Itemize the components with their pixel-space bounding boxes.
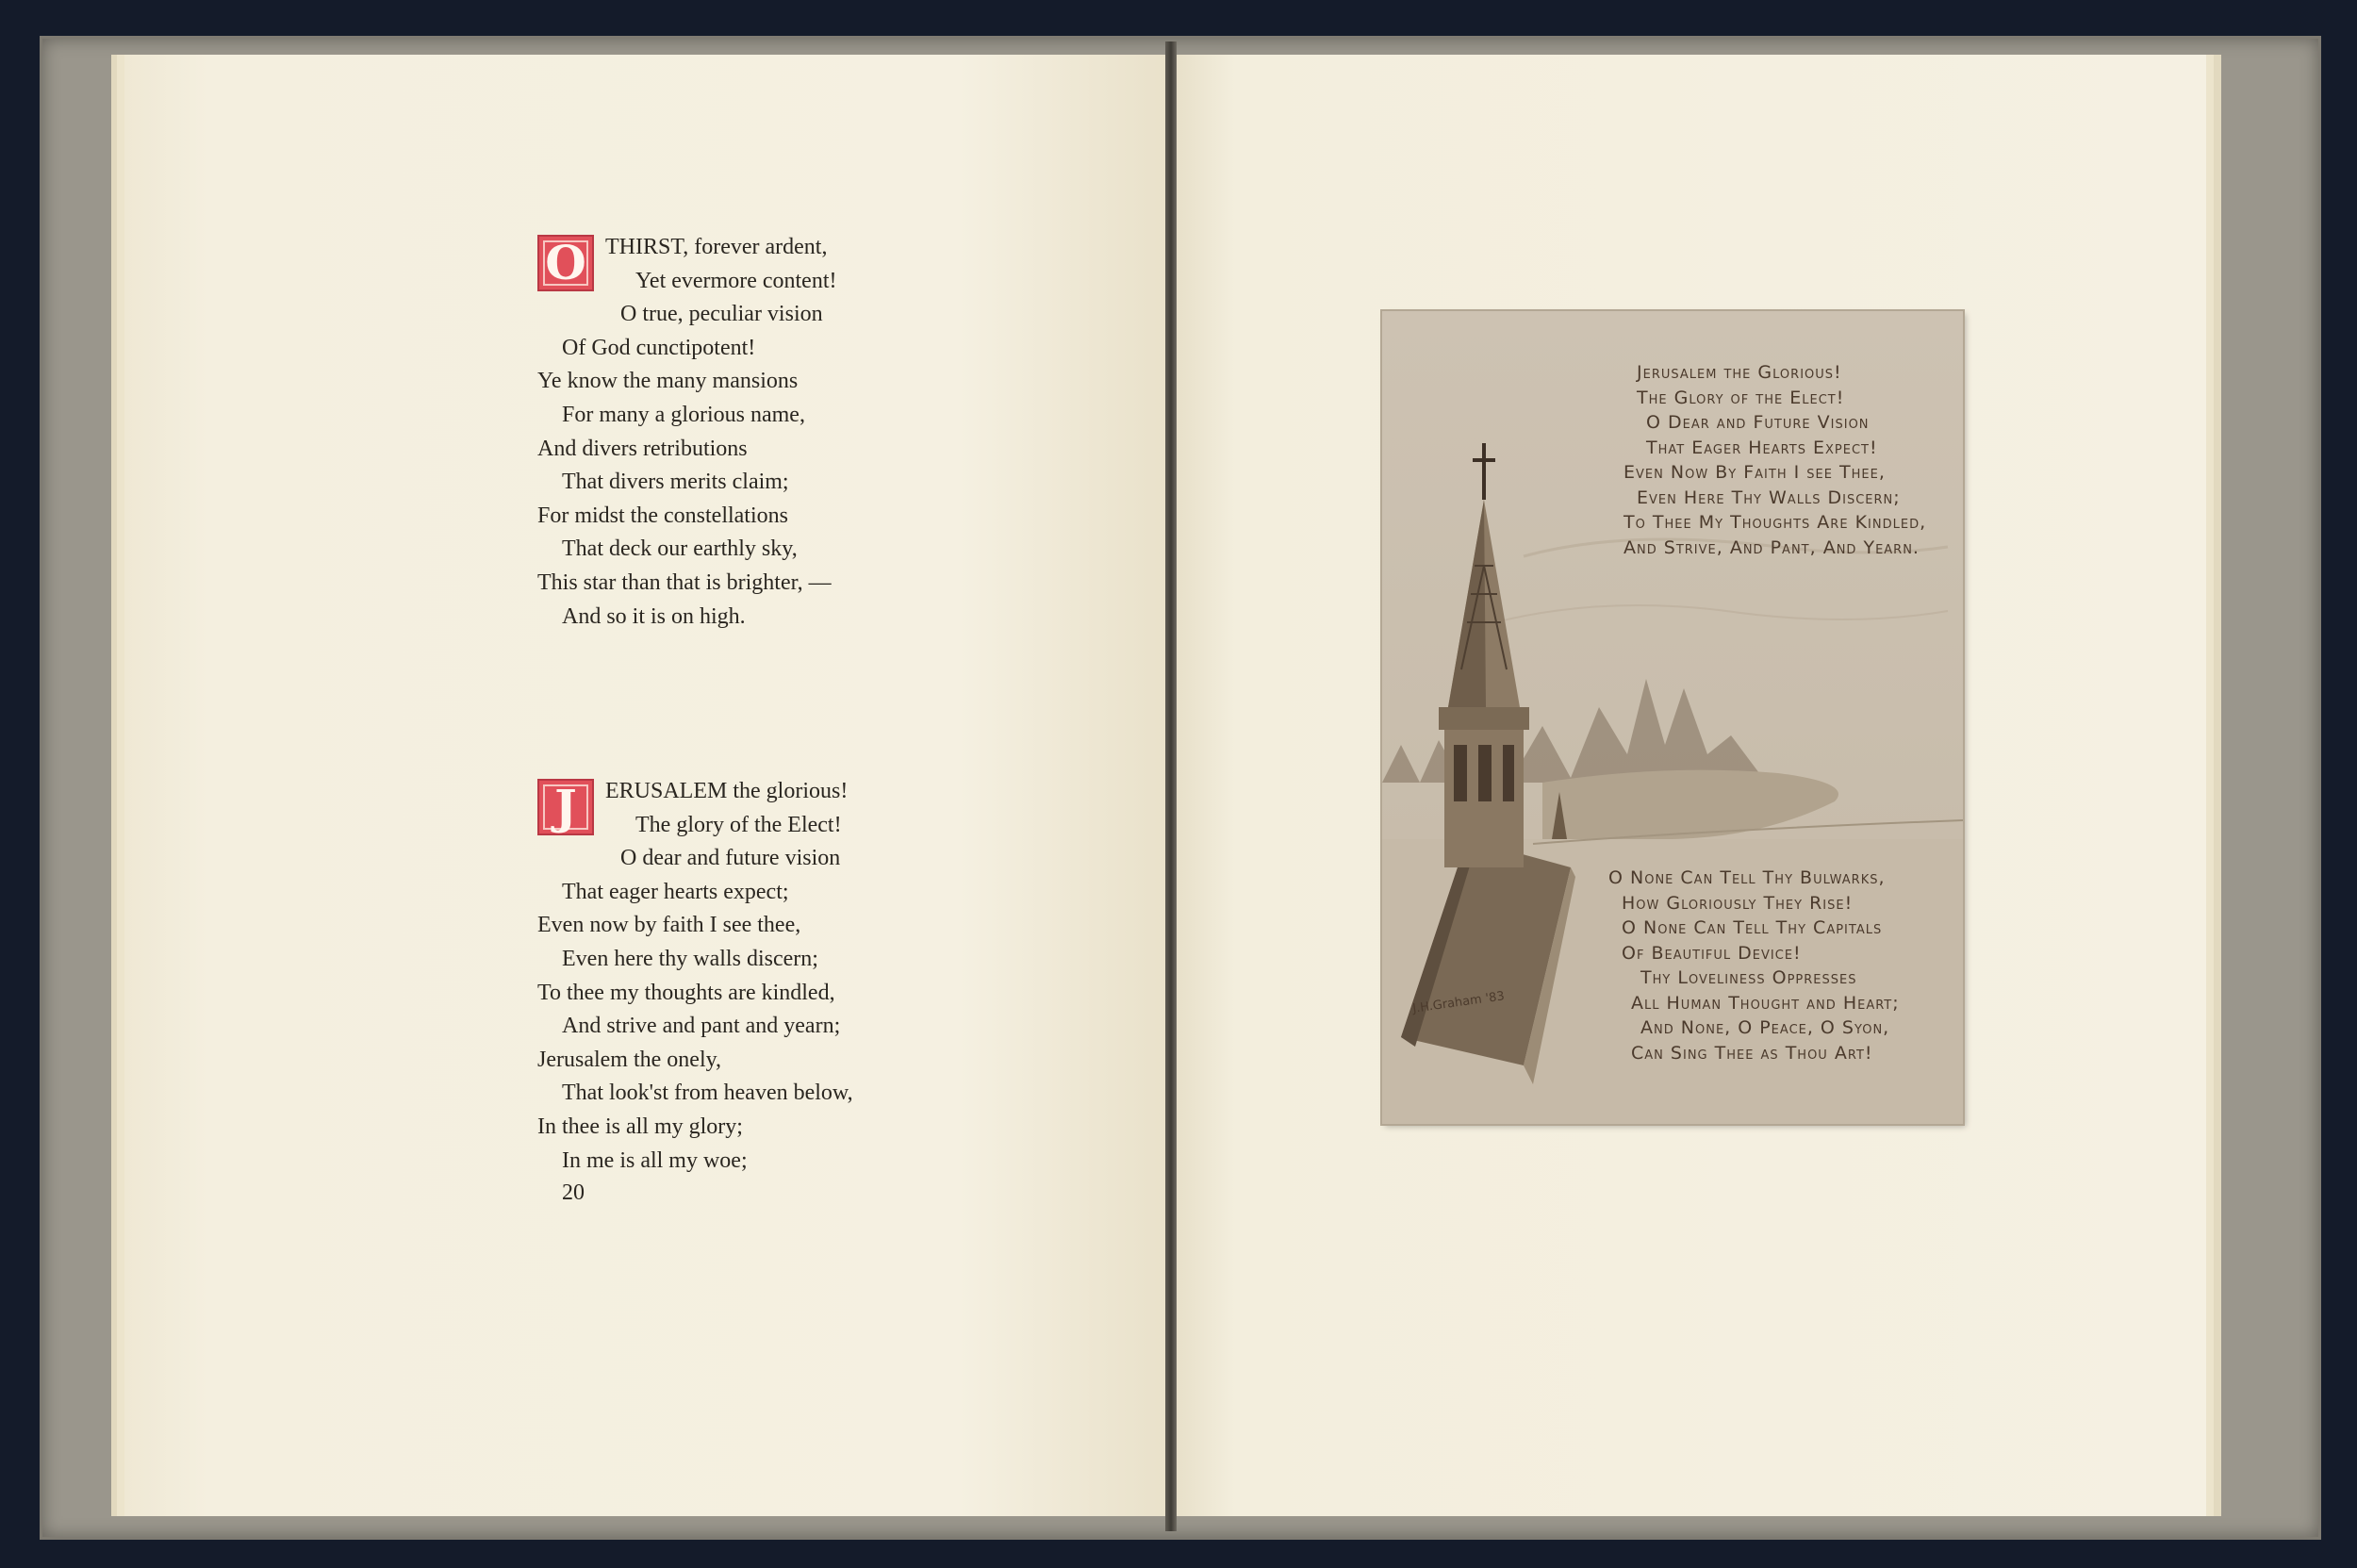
plate-line: The Glory of the Elect! <box>1637 387 1845 408</box>
poem-line: O dear and future vision <box>620 846 841 871</box>
artist-signature: J.H.Graham '83 <box>1411 989 1506 1016</box>
poem-line: In me is all my woe; <box>562 1147 748 1173</box>
plate-line: How Gloriously They Rise! <box>1622 892 1854 914</box>
poem-line: And divers retributions <box>537 436 748 461</box>
poem-line: Ye know the many mansions <box>537 369 799 394</box>
poem-line: This star than that is brighter, — <box>537 569 832 595</box>
poem-line: In thee is all my glory; <box>537 1114 743 1139</box>
poem-line: And so it is on high. <box>562 603 746 629</box>
drop-cap-j: J <box>537 779 594 835</box>
poem-line: Jerusalem the onely, <box>537 1047 722 1072</box>
plate-verse-top <box>1624 360 1926 560</box>
poem-line: Even here thy walls discern; <box>562 946 818 971</box>
page-number: 20 <box>562 1180 585 1205</box>
poem-line: The glory of the Elect! <box>635 812 842 837</box>
plate-line: Even Here Thy Walls Discern; <box>1637 487 1901 508</box>
plate-line: And Strive, And Pant, And Yearn. <box>1624 536 1920 558</box>
plate-line: Jerusalem the Glorious! <box>1637 362 1842 383</box>
poem-line: That look'st from heaven below, <box>562 1081 853 1106</box>
plate-line: All Human Thought and Heart; <box>1631 992 1900 1014</box>
illustration-plate <box>1382 311 1963 1124</box>
poem-line: For midst the constellations <box>537 503 788 528</box>
plate-line: O None Can Tell Thy Capitals <box>1622 917 1883 938</box>
plate-line: O None Can Tell Thy Bulwarks, <box>1608 867 1886 888</box>
poem-line: O true, peculiar vision <box>620 302 823 327</box>
plate-line: And None, O Peace, O Syon, <box>1640 1017 1890 1038</box>
book-gutter <box>1165 41 1177 1531</box>
poem-line: That divers merits claim; <box>562 470 789 495</box>
poem-line: Yet evermore content! <box>635 268 837 293</box>
poem-line: Even now by faith I see thee, <box>537 913 801 938</box>
poem-line: And strive and pant and yearn; <box>562 1014 841 1039</box>
plate-verse-bottom <box>1608 866 1900 1065</box>
plate-line: Of Beautiful Device! <box>1622 942 1802 964</box>
stanza-thirst <box>537 231 1065 634</box>
poem-line: ERUSALEM the glorious! <box>605 779 849 803</box>
poem-line: For many a glorious name, <box>562 402 805 427</box>
plate-line: Even Now By Faith I see Thee, <box>1624 462 1886 483</box>
poem-line: To thee my thoughts are kindled, <box>537 980 835 1005</box>
plate-line: To Thee My Thoughts Are Kindled, <box>1624 512 1927 533</box>
plate-line: O Dear and Future Vision <box>1646 412 1870 433</box>
poem-line: That eager hearts expect; <box>562 879 789 904</box>
poem-line: Of God cunctipotent! <box>562 335 756 360</box>
poem-line: THIRST, forever ardent, <box>605 235 828 259</box>
plate-line: That Eager Hearts Expect! <box>1646 437 1878 458</box>
stanza-jerusalem <box>537 775 1065 1178</box>
plate-line: Thy Loveliness Oppresses <box>1640 967 1857 988</box>
plate-line: Can Sing Thee as Thou Art! <box>1631 1042 1873 1064</box>
drop-cap-o: O <box>537 235 594 291</box>
poem-line: That deck our earthly sky, <box>562 536 798 562</box>
